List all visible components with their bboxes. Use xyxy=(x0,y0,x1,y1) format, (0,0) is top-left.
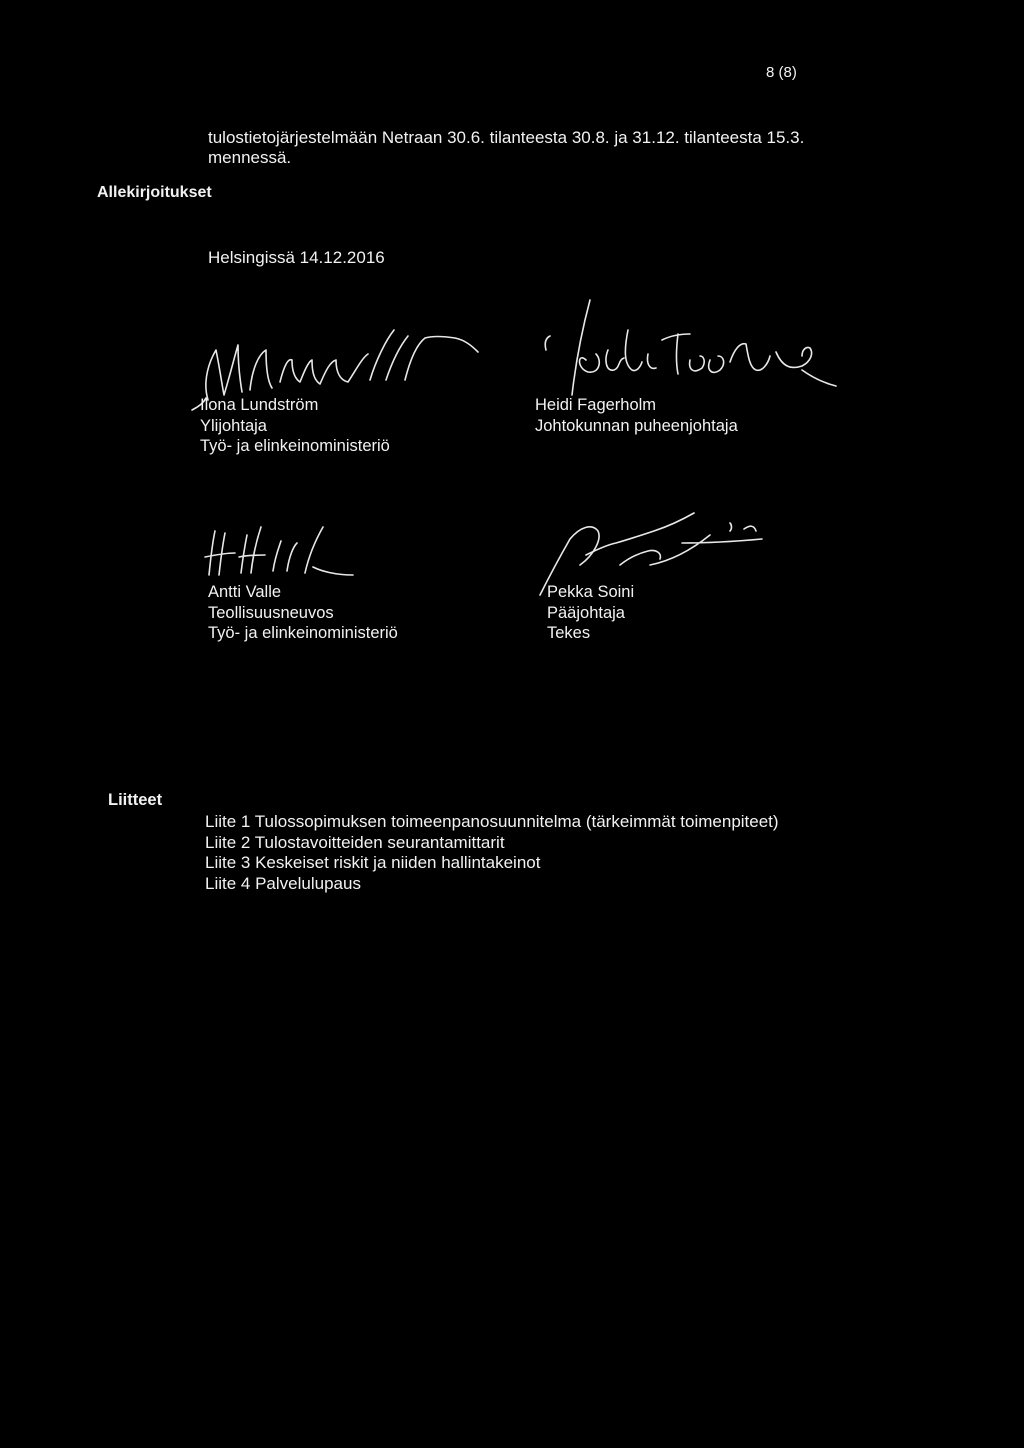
attachments-heading: Liitteet xyxy=(108,791,163,809)
signatory-1-org: Työ- ja elinkeinoministeriö xyxy=(200,437,390,455)
signatory-1-name: Ilona Lundström xyxy=(200,396,319,414)
signatory-2 xyxy=(535,395,738,436)
page-number: 8 (8) xyxy=(766,64,797,81)
attachment-item: Liite 4 Palvelulupaus xyxy=(205,873,361,893)
place-date: Helsingissä 14.12.2016 xyxy=(208,248,385,267)
signatures-heading: Allekirjoitukset xyxy=(97,184,212,201)
signatory-4 xyxy=(547,582,634,644)
signatory-4-org: Tekes xyxy=(547,624,591,642)
signatory-2-title: Johtokunnan puheenjohtaja xyxy=(535,416,738,435)
intro-paragraph: tulostietojärjestelmään Netraan 30.6. tilanteesta 30.8. ja 31.12. tilanteesta 15.3. mennessä. xyxy=(208,128,805,167)
signatory-4-name: Pekka Soini xyxy=(547,583,635,601)
attachments-list xyxy=(205,812,779,894)
signatory-4-title: Pääjohtaja xyxy=(547,603,625,622)
signature-valle xyxy=(195,505,355,585)
attachment-item: Liite 1 Tulossopimuksen toimeenpanosuunnitelma (tärkeimmät toimenpiteet) xyxy=(205,812,779,831)
signatory-3-name: Antti Valle xyxy=(208,583,282,601)
attachment-item: Liite 2 Tulostavoitteiden seurantamittarit xyxy=(205,832,505,852)
signatory-2-name: Heidi Fagerholm xyxy=(535,396,657,414)
signatory-3-title: Teollisuusneuvos xyxy=(208,603,334,622)
signatory-3 xyxy=(208,582,398,644)
signatory-1 xyxy=(200,395,390,457)
signatory-3-org: Työ- ja elinkeinoministeriö xyxy=(208,624,398,642)
signatory-1-title: Ylijohtaja xyxy=(200,416,267,435)
attachment-item: Liite 3 Keskeiset riskit ja niiden hallintakeinot xyxy=(205,853,541,872)
